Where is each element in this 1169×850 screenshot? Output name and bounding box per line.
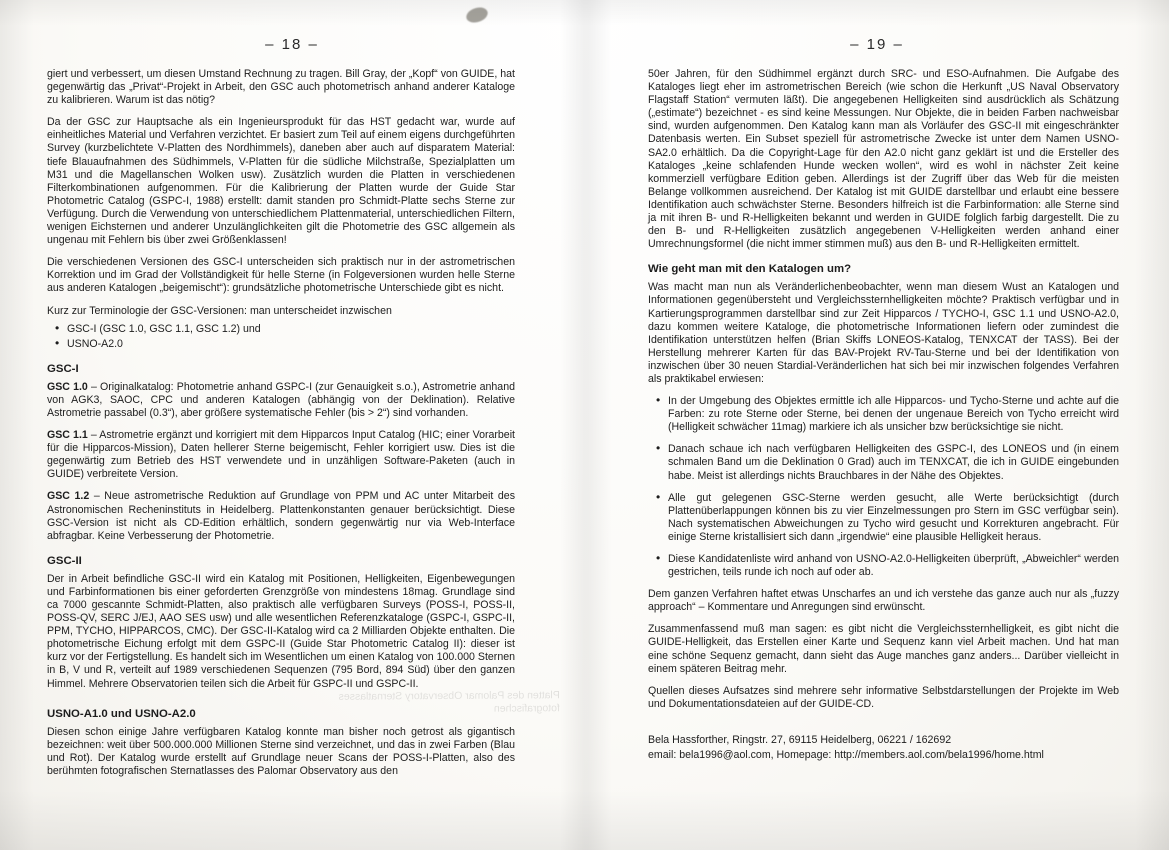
paragraph: giert und verbessert, um diesen Umstand Rechnung zu tragen. Bill Gray, der „Kopf“ von GUIDE, hat gegenwärtig das „Privat“-Projekt in Arbeit, den GSC auch photometrisch anhand anderer Kataloge zu kalibrieren. Warum ist das nötig? <box>47 68 515 107</box>
author-email-line: email: bela1996@aol.com, Homepage: http://members.aol.com/bela1996/home.html <box>648 748 1044 761</box>
paragraph: Die verschiedenen Versionen des GSC-I unterscheiden sich praktisch nur in der astrometrischen Korrektion und im Grad der Vollständigkeit für helle Sterne (in Folgeversionen wurden helle Sterne aus anderen Katalogen „beigemischt“): grundsätzliche photometrische Unterschiede gibt es nicht. <box>47 256 515 295</box>
paragraph: 50er Jahren, für den Südhimmel ergänzt durch SRC- und ESO-Aufnahmen. Die Aufgabe des Kataloges liegt eher im astrometrischen Bereich (wie schon die Herkunft „US Naval Observatory Flagstaff Station“ vermuten läßt). Die angegebenen Helligkeiten sind ausdrücklich als Schätzung („estimate“) bezeichnet - es sind keine Messungen. Nur Objekte, die in beiden Farben nachweisbar sind, wurden aufgenommen. Den Katalog kann man als Vorläufer des GSC-II mit eingeschränkter Datenbasis werten. Ein Subset speziell für astrometrische Zwecke ist unter dem Namen USNO-SA2.0 erhältlich. Da die Copyright-Lage für den A2.0 nicht ganz geklärt ist und die Ersteller des Kataloges „keine schlafenden Hunde wecken wollen“, wird es wohl in nächster Zeit keine kommerziell verfügbare Edition geben. Allerdings ist der Zugriff über das Web für die meisten Belange vollkommen ausreichend. Der Katalog ist mit GUIDE darstellbar und erlaubt eine bessere Identifikation auch schwächster Sterne. Besonders hilfreich ist die Farbinformation: alle Sterne sind ja mit ihren B- und R-Helligkeiten bekannt und werden in GUIDE folglich farbig dargestellt. Die zu den B- und R-Helligkeiten zusätzlich angegebenen V-Helligkeiten werden anhand einer Umrechnungsformel (die nicht immer stimmen muß) aus den B- und R-Helligkeiten ermittelt. <box>648 68 1119 251</box>
paragraph: Der in Arbeit befindliche GSC-II wird ein Katalog mit Positionen, Helligkeiten, Eigenbewegungen und Farbinformationen bis einer geforderten Grenzgröße von mindestens 18mag. Grundlage sind ca 7000 gescannte Schmidt-Platten, also praktisch alle verfügbaren Surveys (POSS-I, POSS-II, POSS-QV, SERC J/EJ, AAO SES usw) und alle wesentlichen Referenzkataloge (GSPC-I, GSPC-II, PPM, TYCHO, HIPPARCOS, CMC). Der GSC-II-Katalog wird ca 2 Milliarden Objekte enthalten. Die photometrische Eichung erfolgt mit dem GSPC-II (Guide Star Photometric Catalog II): dieser ist kurz vor der Fertigstellung. Es handelt sich im Wesentlichen um einen Katalog von 100.000 Sternen in B, V und R, verteilt auf 1989 verschiedenen Sequenzen (795 Bord, 894 Süd) über den ganzen Himmel. Mehrere Observatorien teilen sich die Arbeit für GSPC-II und GSPC-II. <box>47 572 515 690</box>
list-item: • Alle gut gelegenen GSC-Sterne werden gesucht, alle Werte berücksichtigt (durch Plattenüberlappungen können bis zu vier Einzelmessungen pro Stern im GSC verfügbar sein). Nach systematischen Abweichungen zu Tycho wird gesucht und Korrekturen angebracht. Für einige Sterne kristallisiert sich dann „irgendwie“ eine plausible Helligkeit heraus. <box>668 492 1119 544</box>
page-number-right: – 19 – <box>850 36 904 53</box>
list-item: • USNO-A2.0 <box>67 338 515 351</box>
reverse-side-showthrough: Platten des Palomar Observatory Sternatlasses fotografischen <box>338 689 560 715</box>
list-item: • Diese Kandidatenliste wird anhand von USNO-A2.0-Helligkeiten überprüft, „Abweichler“ werden gestrichen, teils runde ich noch auf oder ab. <box>668 553 1119 579</box>
paragraph-gsc-1-1 <box>47 429 515 481</box>
left-page-text-column <box>47 68 515 787</box>
right-page <box>585 0 1169 850</box>
paragraph: Zusammenfassend muß man sagen: es gibt nicht die Vergleichssternhelligkeit, es gibt nicht die GUIDE-Helligkeit, das Erstellen einer Karte und Sequenz kann viel Arbeit machen. Und hat man eine schöne Sequenz gemacht, dann sieht das Auge manches ganz anders... Darüber vielleicht in einem späteren Beitrag mehr. <box>648 623 1119 675</box>
paragraph-body: – Originalkatalog: Photometrie anhand GSPC-I (zur Genauigkeit s.o.), Astrometrie anhand von AGK3, SAOC, CPC und anderen Katalogen (abhängig von der Deklination). Relative Astrometrie passabel (0.3“), aber größere systematische Fehler (bis > 2“) sind vorhanden. <box>47 380 515 419</box>
right-page-text-column <box>648 68 1119 763</box>
paragraph-gsc-1-0 <box>47 381 515 420</box>
paragraph-body: – Astrometrie ergänzt und korrigiert mit dem Hipparcos Input Catalog (HIC; einer Vorarbeit für die Hipparcos-Mission), Daten hellerer Sterne beigemischt, Fehler korrigiert usw. Dies ist die gegenwärtig zum Betrieb des HST verwendete und in unzähligen Software-Paketen (auch in GUIDE) verbreitete Version. <box>47 429 515 481</box>
paragraph-gsc-1-2 <box>47 490 515 542</box>
gsc-version-list <box>47 323 515 351</box>
paragraph-body: – Neue astrometrische Reduktion auf Grundlage von PPM und AC unter Mitarbeit des Astronomischen Recheninstituts in Heidelberg. Plattenkonstanten genauer berücksichtigt. Diese GSC-Version ist nicht als CD-Edition erhältlich, sondern gegenwärtig nur via Web-Interface abfragbar. Keine Verbesserung der Photometrie. <box>47 490 515 542</box>
section-heading-wie-geht-man: Wie geht man mit den Katalogen um? <box>648 263 852 276</box>
paragraph: Diesen schon einige Jahre verfügbaren Katalog konnte man bisher noch getrost als gigantisch bezeichnen: weit über 500.000.000 Millionen Sterne sind verzeichnet, und das in zwei Farben (Blau und Rot). Der Katalog wurde erstellt auf Grundlage neuer Scans der POSS-I-Platten, also des berühmten fotografischen Sternatlasses des Palomar Observatory aus den <box>47 725 515 777</box>
procedure-list <box>648 395 1119 579</box>
run-in-label: GSC 1.1 <box>47 429 88 442</box>
left-page <box>0 0 584 850</box>
list-item: • Danach schaue ich nach verfügbaren Helligkeiten des GSPC-I, des LONEOS und (in einem schmalen Band um die Deklination 0 Grad) auch im TENXCAT, die ich in GUIDE eingebunden habe. Meist ist allerdings nichts Brauchbares in der Nähe des Objektes. <box>668 443 1119 482</box>
paragraph: Da der GSC zur Hauptsache als ein Ingenieursprodukt für das HST gedacht war, wurde auf einheitliches Material und Verfahren verzichtet. Er basiert zum Teil auf einem eigens durchgeführten Survey (kurzbelichtete V-Platten des Nordhimmels), daneben aber auch auf disparatem Material: tiefe Blauaufnahmen des Südhimmels, V-Platten für die südliche Milchstraße, Spezialplatten um M31 und die Magellanschen Wolken usw). Zusätzlich wurden die Platten in verschiedenen Filterkombinationen aufgenommen. Für die Kalibrierung der Platten wurde der Guide Star Photometric Catalog (GSPC-I, 1988) erstellt: damit standen pro Schmidt-Platte sechs Sterne zur Verfügung. Durch die Verwendung von unterschiedlichem Plattenmaterial, unterschiedlichen Filtern, wenigen Eichsternen und anderer Unzulänglichkeiten gilt die Photometrie des GSC allgemein als ungenau mit Fehlern bis über zwei Größenklassen! <box>47 116 515 247</box>
run-in-label: GSC 1.2 <box>47 490 90 503</box>
author-contact-block <box>648 733 1119 762</box>
author-address-line: Bela Hassforther, Ringstr. 27, 69115 Heidelberg, 06221 / 162692 <box>648 733 952 746</box>
paragraph: Quellen dieses Aufsatzes sind mehrere sehr informative Selbstdarstellungen der Projekte im Web und Dokumentationsdateien auf der GUIDE-CD. <box>648 684 1119 710</box>
list-item: • GSC-I (GSC 1.0, GSC 1.1, GSC 1.2) und <box>67 323 515 336</box>
paragraph: Was macht man nun als Veränderlichenbeobachter, wenn man diesem Wust an Katalogen und Informationen gegenübersteht und Vergleichssternhelligkeiten möchte? Praktisch verfügbar und in Kartierungsprogrammen darstellbar sind zur Zeit Hipparcos / TYCHO-I, GSC 1.1 und USNO-A2.0, dazu kommen weitere Kataloge, die photometrische Informationen liefern oder zumindest die Identifikation unterstützen helfen (Brian Skiffs LONEOS-Katalog, TENXCAT der TASS). Bei der Herstellung mehrerer Karten für das BAV-Projekt RV-Tau-Sterne und bei der Identifikation von inzwischen über 30 neuen Stardial-Veränderlichen hat sich bei mir inzwischen folgendes Verfahren als praktikabel erwiesen: <box>648 281 1119 385</box>
run-in-label: GSC 1.0 <box>47 380 88 393</box>
list-item: • In der Umgebung des Objektes ermittle ich alle Hipparcos- und Tycho-Sterne und achte auf die Farben: zu rote Sterne oder Sterne, bei denen der ungenaue Bereich von Tycho erreicht wird (Helligkeit schwächer 11mag) markiere ich als unsicher bzw berücksichtige sie nicht. <box>668 395 1119 434</box>
section-heading-usno: USNO-A1.0 und USNO-A2.0 <box>47 707 196 720</box>
paragraph: Kurz zur Terminologie der GSC-Versionen: man unterscheidet inzwischen <box>47 304 392 317</box>
paragraph: Dem ganzen Verfahren haftet etwas Unscharfes an und ich verstehe das ganze auch nur als „fuzzy approach“ – Kommentare und Anregungen sind erwünscht. <box>648 588 1119 614</box>
page-number-left: – 18 – <box>265 36 319 53</box>
section-heading-gsc-i: GSC-I <box>47 362 79 375</box>
section-heading-gsc-ii: GSC-II <box>47 554 82 567</box>
